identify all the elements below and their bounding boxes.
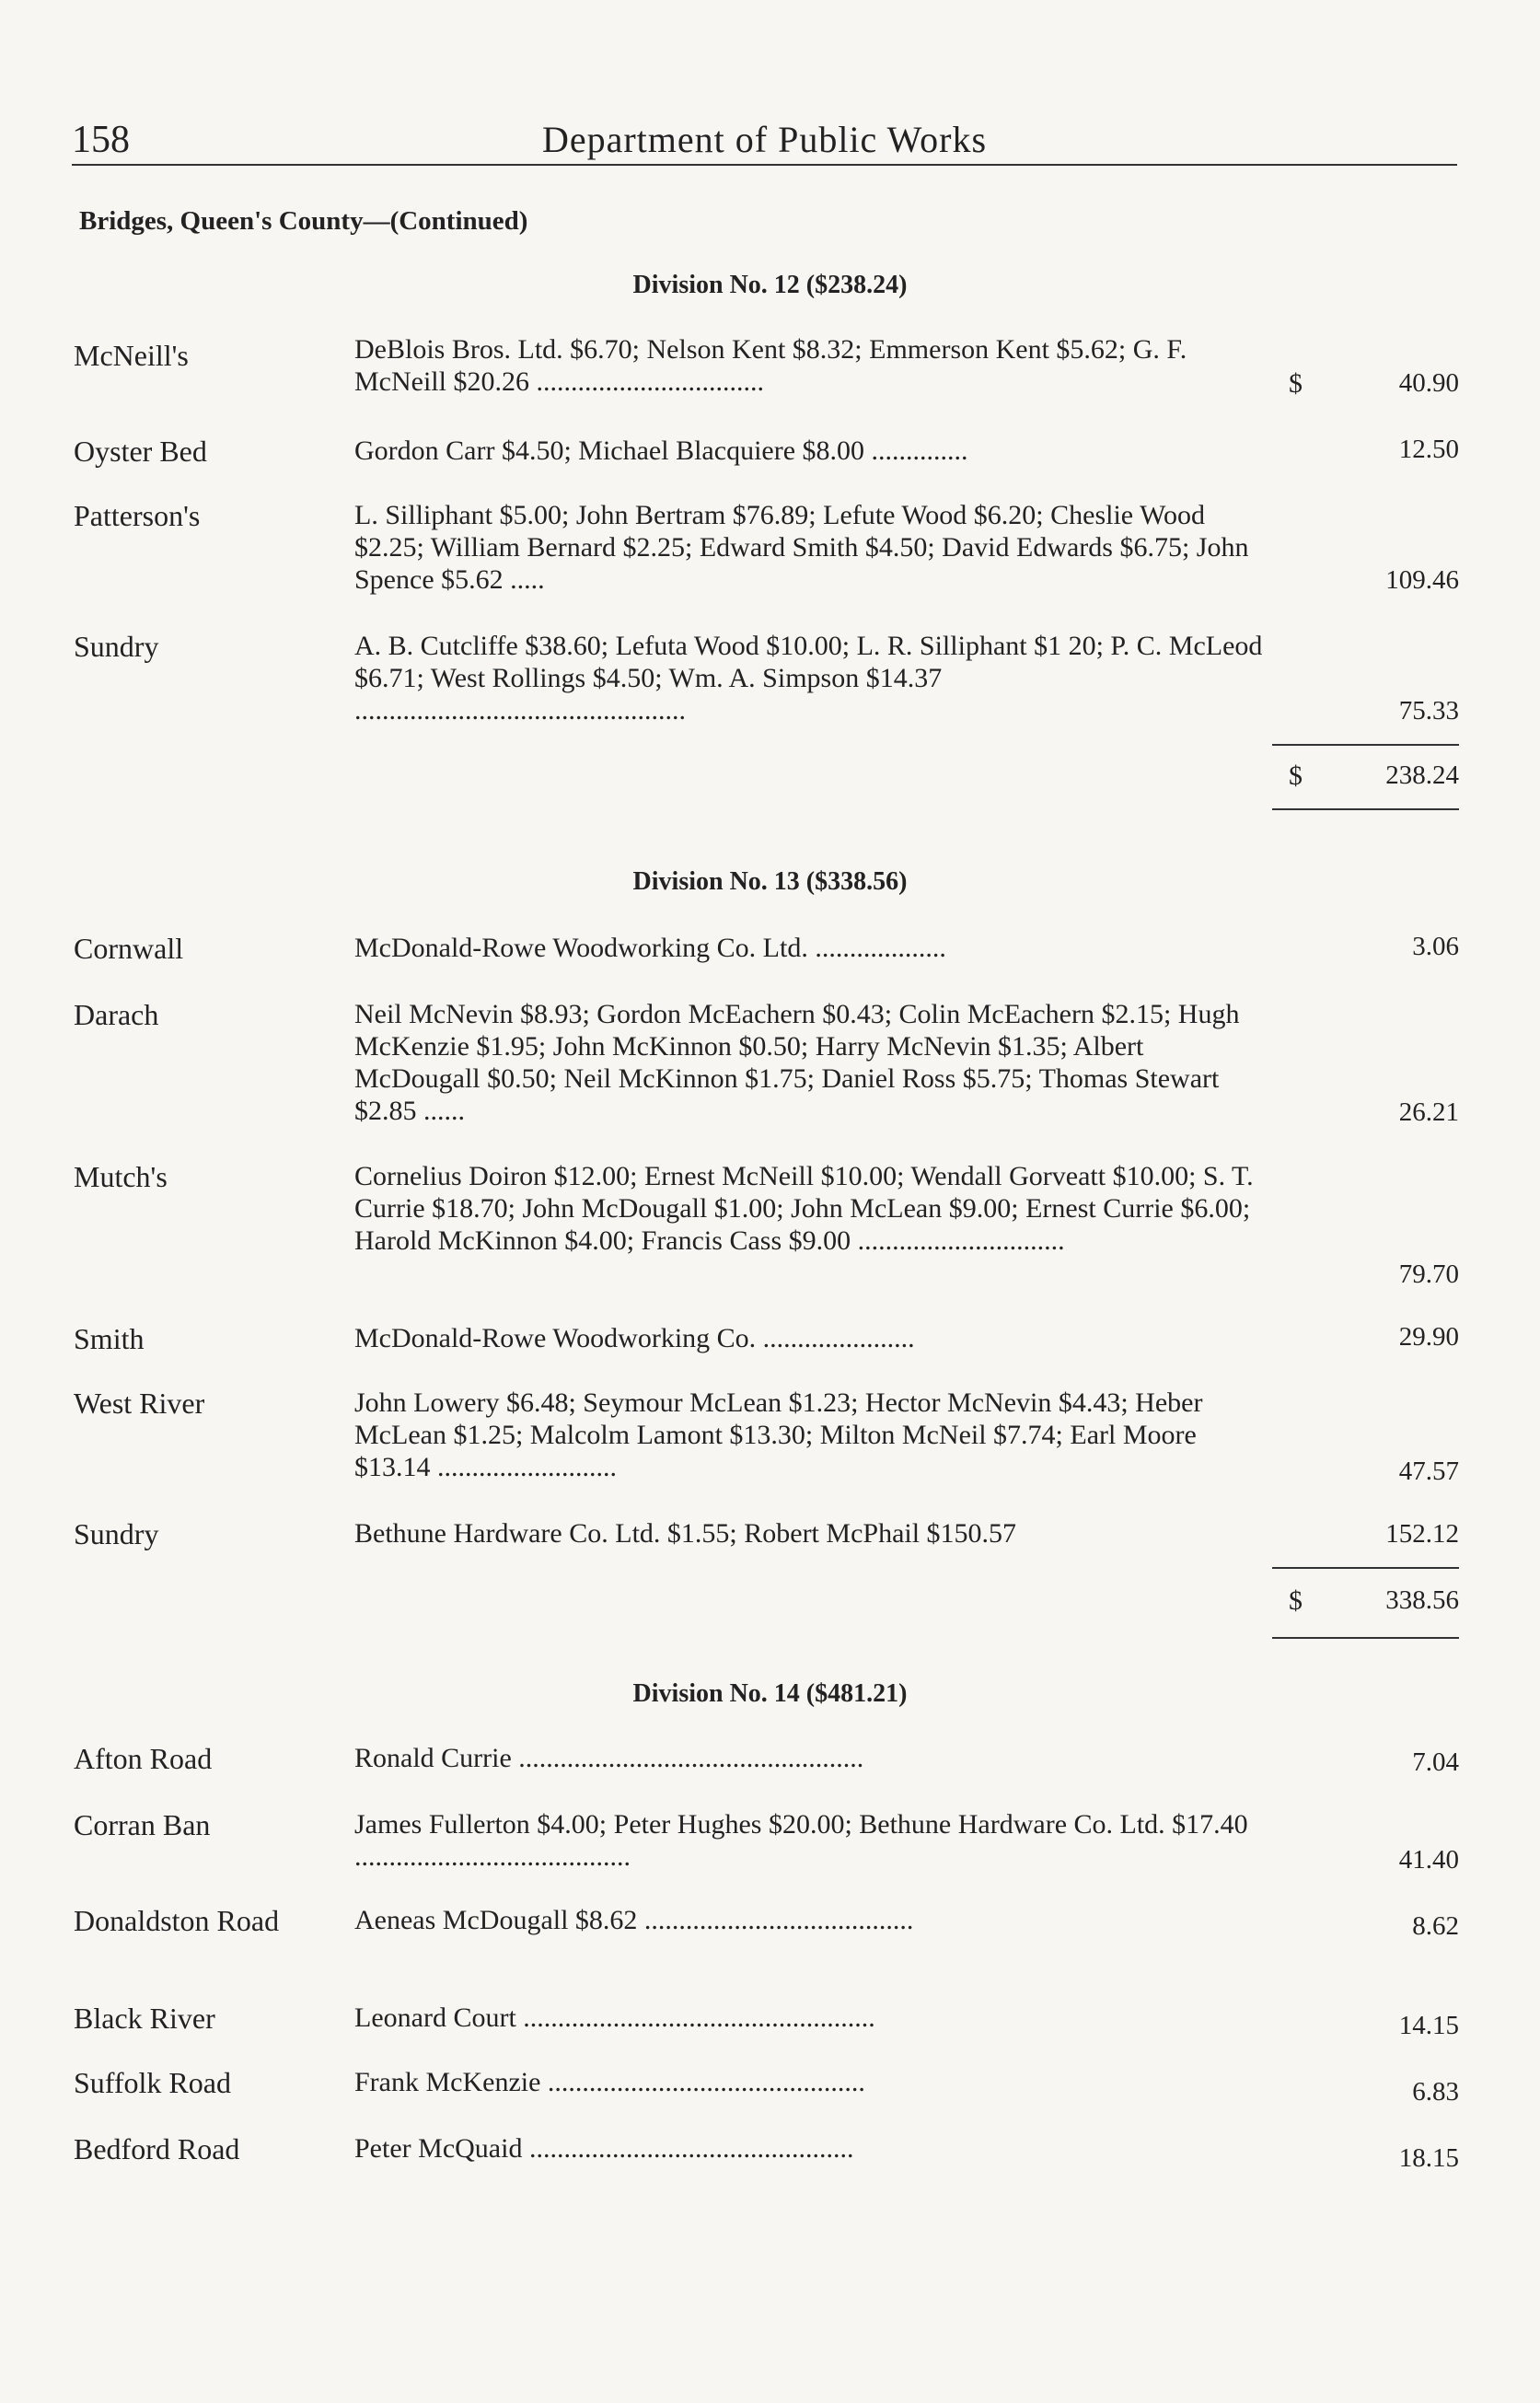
amount: 7.04 — [1412, 1747, 1459, 1777]
bridge-name: Oyster Bed — [74, 435, 207, 468]
bridge-name: Darach — [74, 998, 159, 1031]
division-heading: Division No. 13 ($338.56) — [632, 867, 908, 896]
bridge-name: Donaldston Road — [74, 1904, 280, 1937]
division-heading: Division No. 12 ($238.24) — [632, 271, 908, 299]
payee-details: James Fullerton $4.00; Peter Hughes $20.00; Bethune Hardware Co. Ltd. $17.40 ........................................ — [354, 1809, 1248, 1872]
bridge-name: Sundry — [74, 1517, 159, 1550]
section-title: Bridges, Queen's County—(Continued) — [79, 206, 528, 236]
dollar-sign: $ — [1289, 1585, 1303, 1616]
bridge-name: Black River — [74, 2002, 215, 2035]
bridge-name: Suffolk Road — [74, 2066, 231, 2099]
total-rule — [1272, 1567, 1459, 1569]
amount: 109.46 — [1385, 565, 1459, 595]
payee-details: Gordon Carr $4.50; Michael Blacquiere $8.00 .............. — [354, 435, 968, 466]
amount: 26.21 — [1398, 1097, 1459, 1127]
payee-details: Ronald Currie .................................................. — [354, 1743, 864, 1773]
payee-details: L. Silliphant $5.00; John Bertram $76.89; Lefute Wood $6.20; Cheslie Wood $2.25; William Bernard $2.25; Edward Smith $4.50; David Edwards $6.75; John Spence $5.62 ..... — [354, 500, 1249, 595]
amount: 6.83 — [1412, 2077, 1459, 2107]
amount: 41.40 — [1398, 1845, 1459, 1875]
bridge-name: Sundry — [74, 630, 159, 663]
amount: 12.50 — [1398, 435, 1459, 464]
total-amount: 338.56 — [1385, 1585, 1459, 1615]
payee-details: Cornelius Doiron $12.00; Ernest McNeill $10.00; Wendall Gorveatt $10.00; S. T. Currie $18.70; John McDougall $1.00; John McLean $9.00; Ernest Currie $6.00; Harold McKinnon $4.00; Francis Cass $9.00 .............................. — [354, 1161, 1254, 1256]
total-rule — [1272, 744, 1459, 746]
total-rule — [1272, 1637, 1459, 1639]
running-title: Department of Public Works — [541, 119, 988, 160]
bridge-name: Afton Road — [74, 1742, 213, 1775]
page-number: 158 — [72, 119, 130, 161]
amount: 29.90 — [1398, 1322, 1459, 1352]
payee-details: John Lowery $6.48; Seymour McLean $1.23; Hector McNevin $4.43; Heber McLean $1.25; Malcolm Lamont $13.30; Milton McNeil $7.74; Earl Moore $13.14 .......................... — [354, 1387, 1203, 1482]
bridge-name: Mutch's — [74, 1160, 168, 1193]
payee-details: McDonald-Rowe Woodworking Co. Ltd. ................... — [354, 933, 946, 963]
payee-details: Aeneas McDougall $8.62 ....................................... — [354, 1905, 914, 1935]
payee-details: Neil McNevin $8.93; Gordon McEachern $0.43; Colin McEachern $2.15; Hugh McKenzie $1.95; John McKinnon $0.50; Harry McNevin $1.35; Albert McDougall $0.50; Neil McKinnon $1.75; Daniel Ross $5.75; Thomas Stewart $2.85 ...... — [354, 999, 1240, 1126]
payee-details: Frank McKenzie .............................................. — [354, 2067, 865, 2097]
dollar-sign: $ — [1289, 368, 1303, 399]
amount: 79.70 — [1398, 1260, 1459, 1289]
payee-details: McDonald-Rowe Woodworking Co. ...................... — [354, 1323, 915, 1353]
total-rule — [1272, 808, 1459, 810]
amount: 152.12 — [1385, 1519, 1459, 1549]
bridge-name: Smith — [74, 1322, 145, 1355]
amount: 75.33 — [1398, 696, 1459, 726]
amount: 3.06 — [1412, 932, 1459, 961]
running-head — [72, 110, 1457, 169]
header-rule — [72, 164, 1457, 166]
total-amount: 238.24 — [1385, 760, 1459, 790]
division-heading: Division No. 14 ($481.21) — [632, 1679, 908, 1708]
amount: 18.15 — [1398, 2143, 1459, 2173]
amount: 40.90 — [1398, 368, 1459, 398]
dollar-sign: $ — [1289, 760, 1303, 791]
bridge-name: McNeill's — [74, 339, 189, 372]
amount: 14.15 — [1398, 2011, 1459, 2040]
bridge-name: Corran Ban — [74, 1808, 211, 1841]
amount: 8.62 — [1412, 1911, 1459, 1941]
amount: 47.57 — [1398, 1457, 1459, 1486]
bridge-name: Cornwall — [74, 932, 184, 965]
payee-details: Peter McQuaid ............................................... — [354, 2133, 854, 2164]
bridge-name: Patterson's — [74, 499, 201, 532]
payee-details: A. B. Cutcliffe $38.60; Lefuta Wood $10.00; L. R. Silliphant $1 20; P. C. McLeod $6.71; West Rollings $4.50; Wm. A. Simpson $14.37 ................................................ — [354, 631, 1263, 726]
payee-details: DeBlois Bros. Ltd. $6.70; Nelson Kent $8.32; Emmerson Kent $5.62; G. F. McNeill $20.26 ................................. — [354, 334, 1187, 397]
bridge-name: Bedford Road — [74, 2132, 240, 2165]
payee-details: Leonard Court ................................................... — [354, 2002, 875, 2033]
bridge-name: West River — [74, 1387, 205, 1420]
payee-details: Bethune Hardware Co. Ltd. $1.55; Robert McPhail $150.57 — [354, 1518, 1017, 1549]
